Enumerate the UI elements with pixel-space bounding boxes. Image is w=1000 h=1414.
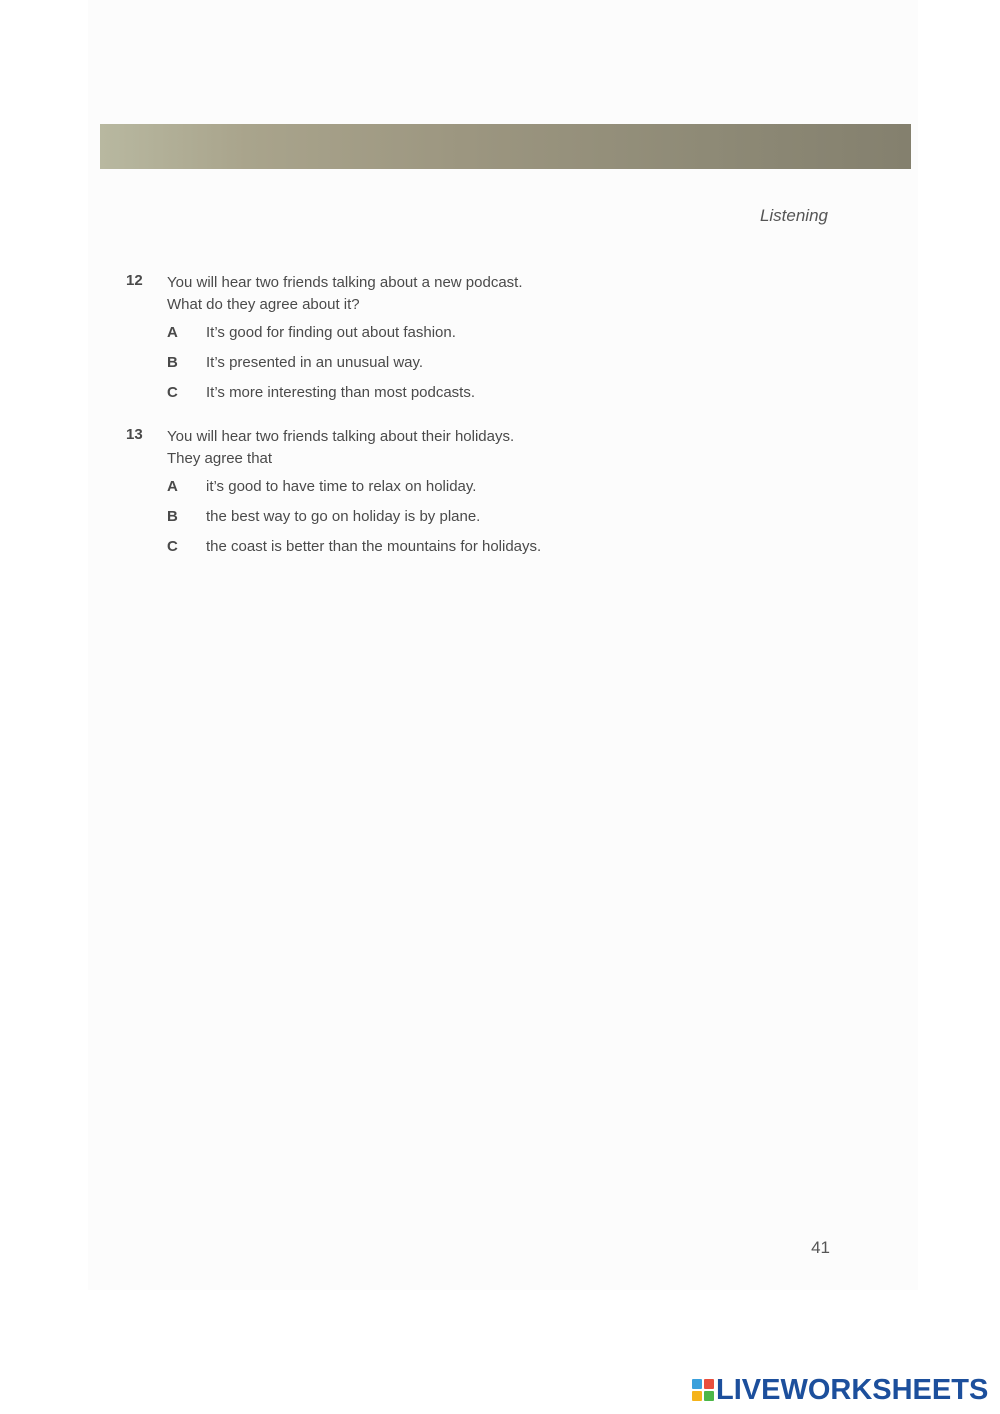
- logo-square-icon: [704, 1391, 714, 1401]
- question-stem-line: You will hear two friends talking about their holidays.: [167, 428, 515, 445]
- logo-square-icon: [692, 1391, 702, 1401]
- option-b[interactable]: [167, 354, 727, 376]
- question-stem: [167, 426, 687, 470]
- page-background: [88, 0, 918, 1290]
- header-band: [100, 124, 911, 169]
- option-c[interactable]: [167, 538, 727, 560]
- option-b[interactable]: [167, 508, 727, 530]
- logo-square-icon: [692, 1379, 702, 1389]
- option-text: It’s more interesting than most podcasts.: [206, 384, 476, 401]
- brand-name: LIVEWORKSHEETS: [716, 1374, 989, 1406]
- question-number: 13: [126, 426, 143, 443]
- logo-square-icon: [704, 1379, 714, 1389]
- option-text: It’s good for finding out about fashion.: [206, 324, 456, 341]
- option-letter: B: [167, 354, 178, 371]
- question-stem-line: They agree that: [167, 450, 273, 467]
- page-number: 41: [811, 1238, 830, 1257]
- option-letter: A: [167, 478, 178, 495]
- option-letter: B: [167, 508, 178, 525]
- option-text: the coast is better than the mountains for holidays.: [206, 538, 542, 555]
- question-stem: [167, 272, 687, 316]
- option-a[interactable]: [167, 324, 727, 346]
- liveworksheets-logo-icon: [692, 1379, 714, 1401]
- option-c[interactable]: [167, 384, 727, 406]
- question-stem-line: What do they agree about it?: [167, 296, 360, 313]
- option-letter: C: [167, 538, 178, 555]
- brand-logo[interactable]: [692, 1374, 992, 1406]
- section-label: Listening: [759, 206, 828, 225]
- question-number: 12: [126, 272, 143, 289]
- question-stem-line: You will hear two friends talking about a new podcast.: [167, 274, 523, 291]
- option-text: the best way to go on holiday is by plane.: [206, 508, 481, 525]
- option-text: It’s presented in an unusual way.: [206, 354, 424, 371]
- option-letter: A: [167, 324, 178, 341]
- option-text: it’s good to have time to relax on holiday.: [206, 478, 477, 495]
- option-a[interactable]: [167, 478, 727, 500]
- option-letter: C: [167, 384, 178, 401]
